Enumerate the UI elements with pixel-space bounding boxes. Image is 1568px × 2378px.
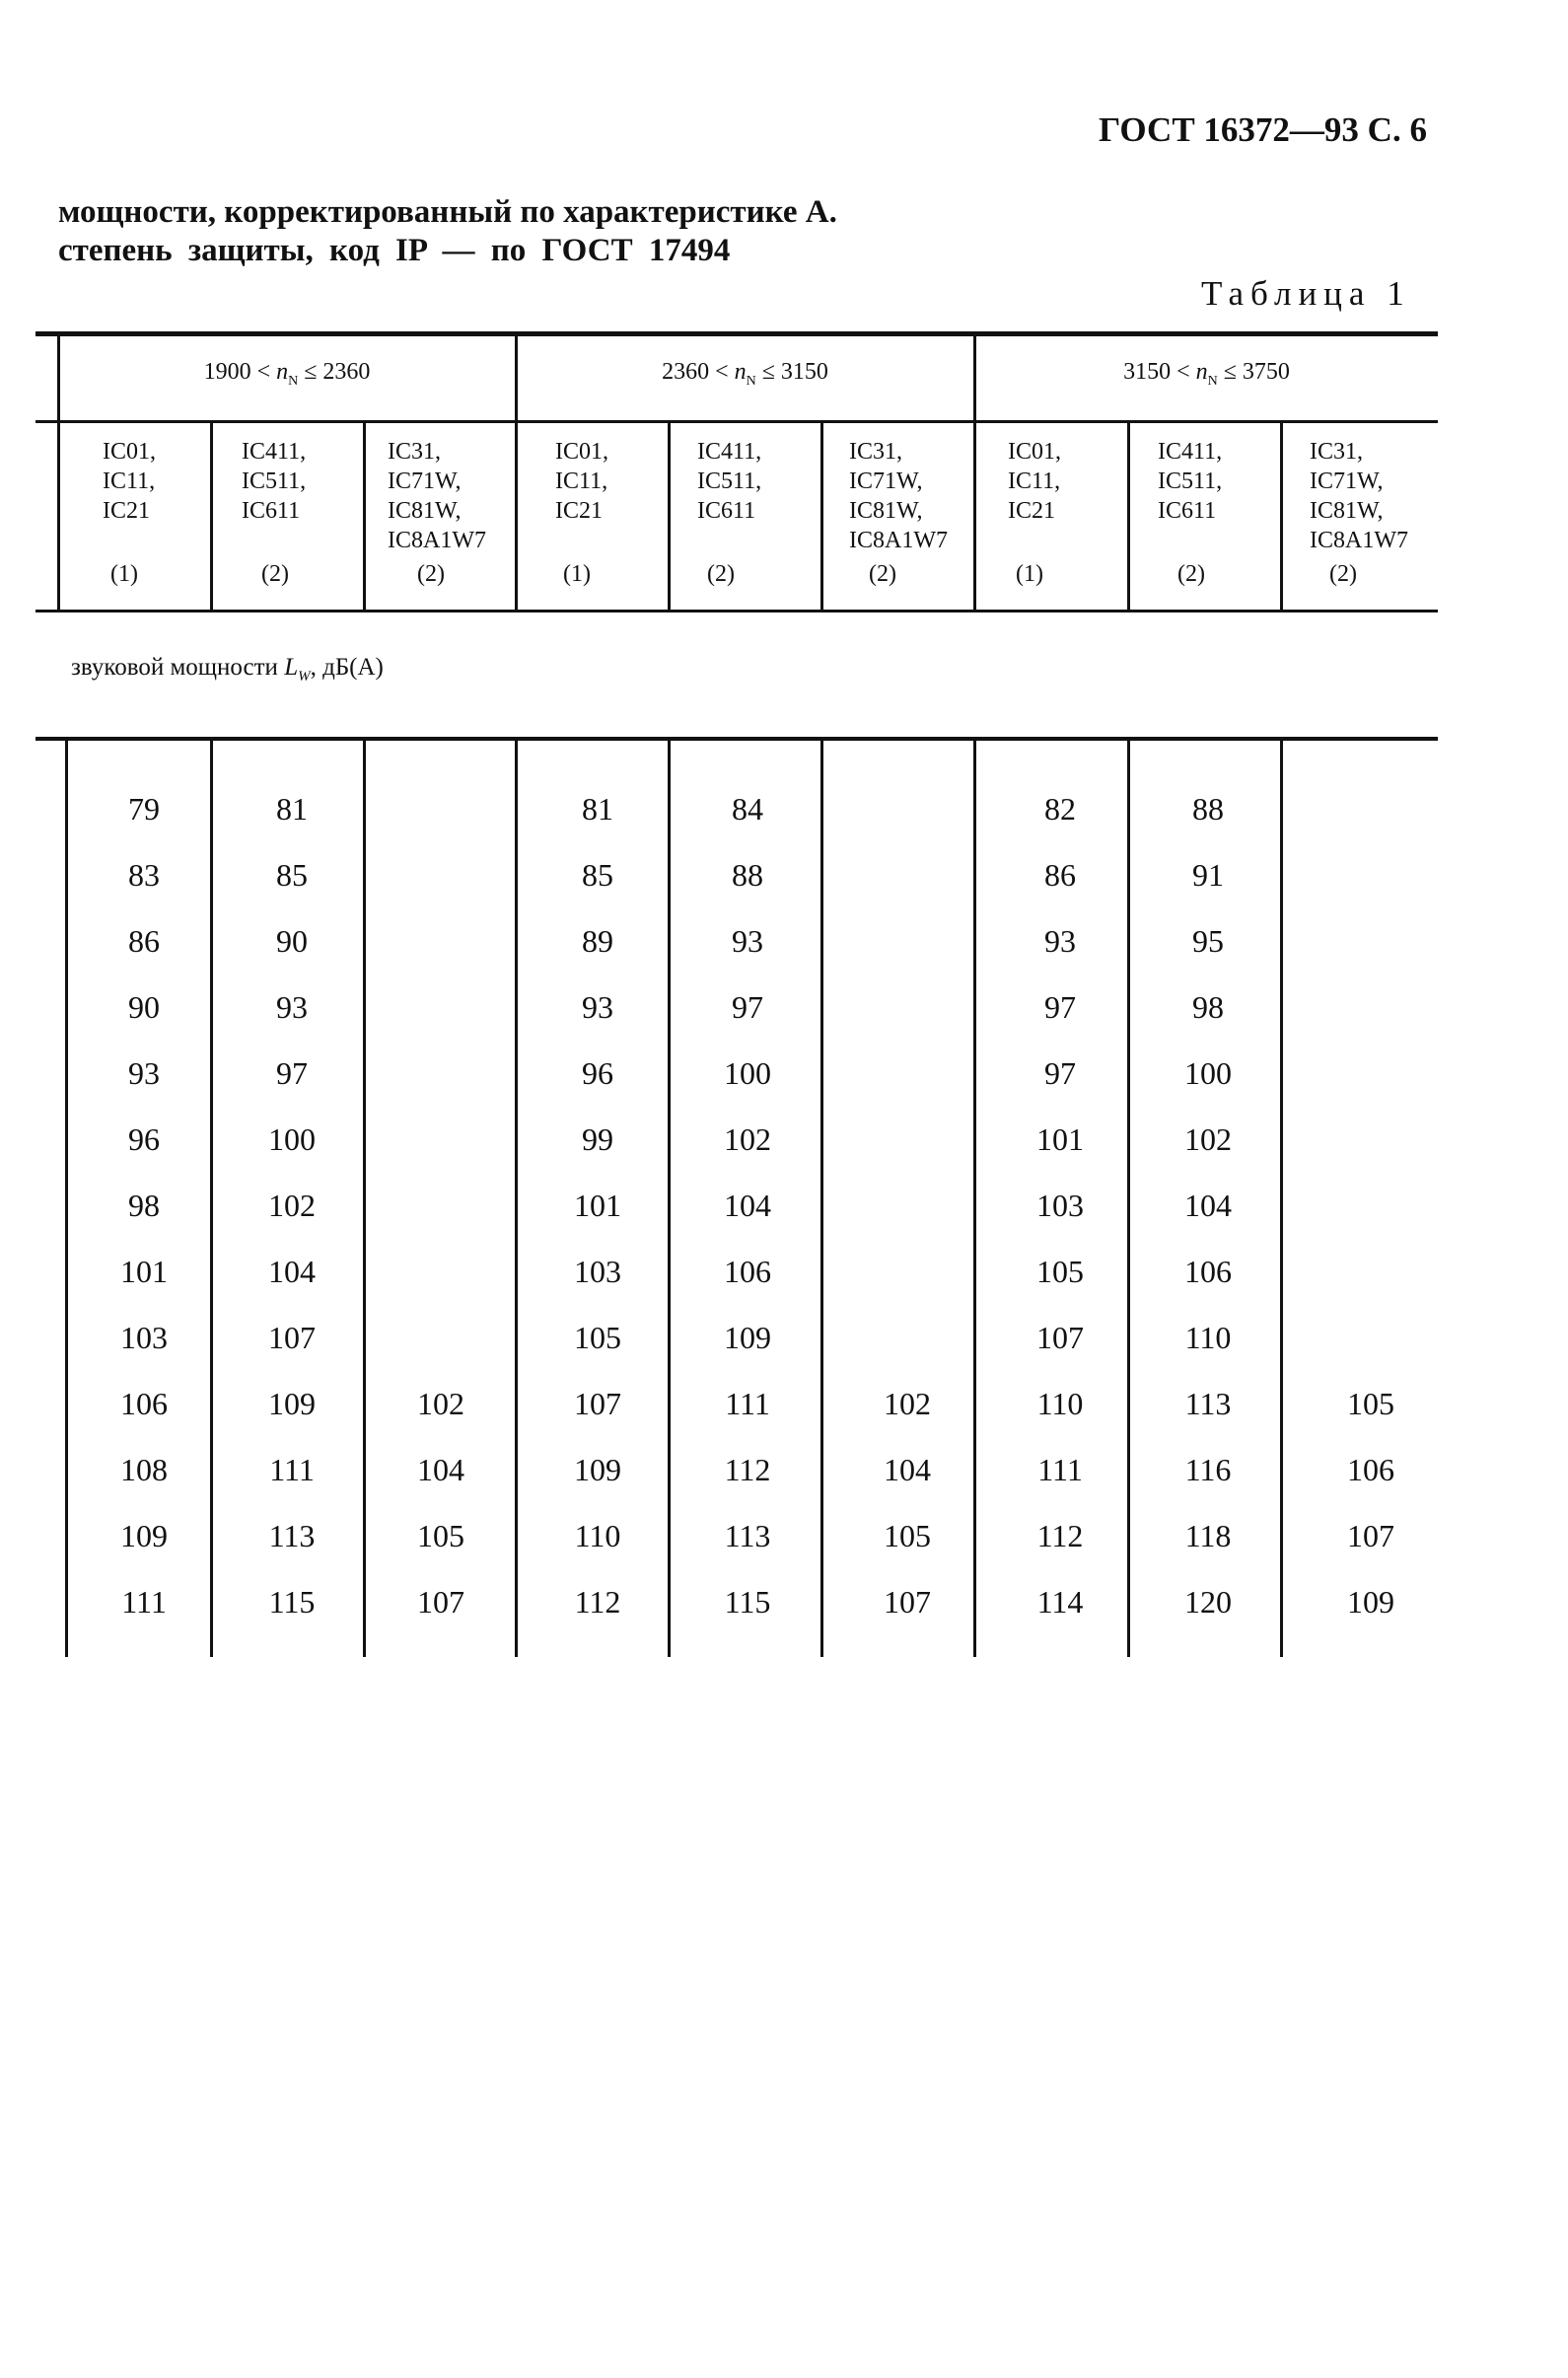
cooling-codes: IC31, IC71W, IC81W, IC8A1W7 bbox=[1310, 439, 1408, 553]
table-cell: 113 bbox=[1184, 1386, 1232, 1421]
header-divider bbox=[820, 422, 823, 612]
table-cell: 100 bbox=[1184, 1055, 1232, 1091]
cooling-method-header bbox=[1008, 437, 1061, 587]
cooling-method-header bbox=[849, 437, 948, 587]
table-cell: 103 bbox=[1036, 1188, 1084, 1223]
table-cell: 105 bbox=[884, 1518, 931, 1553]
table-row bbox=[0, 776, 1568, 842]
table-cell: 109 bbox=[268, 1386, 316, 1421]
table-cell: 91 bbox=[1192, 857, 1224, 893]
intro-line-2: степень защиты, код IP — по ГОСТ 17494 bbox=[58, 233, 731, 268]
table-row bbox=[0, 1503, 1568, 1569]
cooling-method-header bbox=[103, 437, 156, 587]
table-cell: 105 bbox=[1036, 1254, 1084, 1289]
table-cell: 102 bbox=[268, 1188, 316, 1223]
cooling-method-header bbox=[1158, 437, 1223, 587]
cooling-note: (1) bbox=[110, 561, 138, 587]
table-cell: 86 bbox=[1044, 857, 1076, 893]
group-range-left: 1900 < bbox=[203, 359, 277, 385]
cooling-codes: IC411, IC511, IC611 bbox=[1158, 439, 1223, 524]
table-cell: 106 bbox=[724, 1254, 771, 1289]
table-cell: 101 bbox=[120, 1254, 168, 1289]
table-cell: 102 bbox=[884, 1386, 931, 1421]
header-divider bbox=[1127, 422, 1130, 612]
table-cell: 107 bbox=[1347, 1518, 1394, 1553]
table-cell: 93 bbox=[732, 923, 763, 959]
header-divider bbox=[363, 422, 366, 612]
table-cell: 113 bbox=[724, 1518, 771, 1553]
cooling-note: (2) bbox=[1329, 561, 1357, 587]
cooling-method-header bbox=[555, 437, 608, 587]
table-cell: 104 bbox=[417, 1452, 464, 1487]
table-cell: 102 bbox=[1184, 1121, 1232, 1157]
table-cell: 86 bbox=[128, 923, 160, 959]
page-header: ГОСТ 16372—93 С. 6 bbox=[1099, 110, 1427, 149]
cooling-method-header bbox=[388, 437, 486, 587]
table-cell: 120 bbox=[1184, 1584, 1232, 1620]
table-cell: 97 bbox=[276, 1055, 308, 1091]
table-cell: 98 bbox=[128, 1188, 160, 1223]
table-cell: 104 bbox=[884, 1452, 931, 1487]
speed-subscript: N bbox=[746, 373, 756, 389]
cooling-codes: IC01, IC11, IC21 bbox=[1008, 439, 1061, 524]
table-row bbox=[0, 1041, 1568, 1107]
table-cell: 97 bbox=[1044, 989, 1076, 1025]
group-label bbox=[59, 359, 515, 390]
table-cell: 111 bbox=[1037, 1452, 1083, 1487]
table-cell: 93 bbox=[276, 989, 308, 1025]
table-cell: 107 bbox=[1036, 1320, 1084, 1355]
table-cell: 84 bbox=[732, 791, 763, 827]
table-cell: 95 bbox=[1192, 923, 1224, 959]
group-range-right: ≤ 3750 bbox=[1217, 359, 1290, 385]
table-cell: 89 bbox=[582, 923, 613, 959]
table-cell: 107 bbox=[417, 1584, 464, 1620]
table-cell: 111 bbox=[121, 1584, 167, 1620]
table-cell: 97 bbox=[732, 989, 763, 1025]
table-cell: 96 bbox=[128, 1121, 160, 1157]
table-cell: 110 bbox=[1184, 1320, 1232, 1355]
cooling-note: (2) bbox=[707, 561, 735, 587]
table-cell: 109 bbox=[724, 1320, 771, 1355]
table-row bbox=[0, 842, 1568, 908]
table-cell: 112 bbox=[574, 1584, 621, 1620]
table-cell: 115 bbox=[724, 1584, 771, 1620]
table-cell: 93 bbox=[582, 989, 613, 1025]
table-cell: 88 bbox=[732, 857, 763, 893]
table-cell: 118 bbox=[1184, 1518, 1232, 1553]
intro-line-1: мощности, корректированный по характеристике А. bbox=[58, 194, 837, 230]
table-cell: 111 bbox=[725, 1386, 770, 1421]
table-cell: 111 bbox=[269, 1452, 315, 1487]
table-row bbox=[0, 1371, 1568, 1437]
group-label bbox=[517, 359, 973, 390]
group-range-right: ≤ 2360 bbox=[298, 359, 371, 385]
group-range-left: 3150 < bbox=[1123, 359, 1196, 385]
table-cell: 109 bbox=[120, 1518, 168, 1553]
table-cell: 81 bbox=[276, 791, 308, 827]
table-cell: 88 bbox=[1192, 791, 1224, 827]
table-cell: 85 bbox=[276, 857, 308, 893]
table-cell: 115 bbox=[268, 1584, 316, 1620]
table-cell: 104 bbox=[724, 1188, 771, 1223]
table-row bbox=[0, 1569, 1568, 1635]
speed-symbol: n bbox=[734, 359, 747, 385]
cooling-note: (1) bbox=[1016, 561, 1043, 587]
cooling-codes: IC31, IC71W, IC81W, IC8A1W7 bbox=[388, 439, 486, 553]
cooling-codes: IC01, IC11, IC21 bbox=[103, 439, 156, 524]
table-cell: 107 bbox=[574, 1386, 621, 1421]
header-bottom-rule bbox=[36, 610, 1438, 613]
table-cell: 90 bbox=[276, 923, 308, 959]
table-row bbox=[0, 974, 1568, 1041]
cooling-note: (1) bbox=[563, 561, 591, 587]
header-divider bbox=[1280, 422, 1283, 612]
cooling-method-header bbox=[242, 437, 307, 587]
cooling-codes: IC411, IC511, IC611 bbox=[242, 439, 307, 524]
cooling-method-header bbox=[697, 437, 762, 587]
table-cell: 83 bbox=[128, 857, 160, 893]
table-cell: 109 bbox=[1347, 1584, 1394, 1620]
table-cell: 113 bbox=[268, 1518, 316, 1553]
table-cell: 106 bbox=[1347, 1452, 1394, 1487]
table-cell: 103 bbox=[120, 1320, 168, 1355]
table-cell: 110 bbox=[1036, 1386, 1084, 1421]
table-cell: 100 bbox=[268, 1121, 316, 1157]
section-label bbox=[71, 654, 384, 685]
table-cell: 82 bbox=[1044, 791, 1076, 827]
table-cell: 114 bbox=[1036, 1584, 1084, 1620]
speed-symbol: n bbox=[1195, 359, 1208, 385]
table-cell: 97 bbox=[1044, 1055, 1076, 1091]
group-range-right: ≤ 3150 bbox=[755, 359, 828, 385]
table-cell: 116 bbox=[1184, 1452, 1232, 1487]
table-cell: 106 bbox=[1184, 1254, 1232, 1289]
table-cell: 101 bbox=[1036, 1121, 1084, 1157]
table-row bbox=[0, 1173, 1568, 1239]
table-cell: 106 bbox=[120, 1386, 168, 1421]
table-cell: 107 bbox=[884, 1584, 931, 1620]
group-range-left: 2360 < bbox=[662, 359, 735, 385]
cooling-note: (2) bbox=[261, 561, 289, 587]
table-cell: 101 bbox=[574, 1188, 621, 1223]
table-top-rule bbox=[36, 331, 1438, 336]
data-top-rule bbox=[36, 737, 1438, 741]
section-label-text: звуковой мощности bbox=[71, 654, 285, 681]
cooling-codes: IC31, IC71W, IC81W, IC8A1W7 bbox=[849, 439, 948, 553]
table-row bbox=[0, 1437, 1568, 1503]
table-cell: 103 bbox=[574, 1254, 621, 1289]
sound-power-symbol: L bbox=[284, 654, 299, 681]
table-cell: 90 bbox=[128, 989, 160, 1025]
sound-power-subscript: W bbox=[298, 669, 311, 685]
speed-symbol: n bbox=[276, 359, 289, 385]
table-cell: 105 bbox=[417, 1518, 464, 1553]
table-cell: 102 bbox=[724, 1121, 771, 1157]
group-header-rule bbox=[36, 420, 1438, 423]
table-cell: 104 bbox=[1184, 1188, 1232, 1223]
cooling-note: (2) bbox=[869, 561, 896, 587]
table-cell: 99 bbox=[582, 1121, 613, 1157]
table-cell: 107 bbox=[268, 1320, 316, 1355]
table-cell: 105 bbox=[1347, 1386, 1394, 1421]
table-cell: 79 bbox=[128, 791, 160, 827]
cooling-note: (2) bbox=[417, 561, 445, 587]
cooling-method-header bbox=[1310, 437, 1408, 587]
table-cell: 108 bbox=[120, 1452, 168, 1487]
table-row bbox=[0, 1239, 1568, 1305]
table-cell: 100 bbox=[724, 1055, 771, 1091]
header-divider bbox=[668, 422, 671, 612]
table-cell: 98 bbox=[1192, 989, 1224, 1025]
cooling-note: (2) bbox=[1177, 561, 1205, 587]
table-cell: 81 bbox=[582, 791, 613, 827]
table-cell: 102 bbox=[417, 1386, 464, 1421]
table-row bbox=[0, 1107, 1568, 1173]
table-row bbox=[0, 1305, 1568, 1371]
cooling-codes: IC01, IC11, IC21 bbox=[555, 439, 608, 524]
speed-subscript: N bbox=[1207, 373, 1218, 389]
table-cell: 93 bbox=[128, 1055, 160, 1091]
table-cell: 85 bbox=[582, 857, 613, 893]
group-label bbox=[975, 359, 1438, 390]
header-divider bbox=[210, 422, 213, 612]
table-cell: 112 bbox=[724, 1452, 771, 1487]
table-row bbox=[0, 908, 1568, 974]
table-cell: 110 bbox=[574, 1518, 621, 1553]
table-cell: 112 bbox=[1036, 1518, 1084, 1553]
table-cell: 105 bbox=[574, 1320, 621, 1355]
section-label-unit: , дБ(А) bbox=[310, 654, 384, 681]
speed-subscript: N bbox=[288, 373, 299, 389]
cooling-codes: IC411, IC511, IC611 bbox=[697, 439, 762, 524]
table-cell: 104 bbox=[268, 1254, 316, 1289]
table-cell: 109 bbox=[574, 1452, 621, 1487]
table-cell: 96 bbox=[582, 1055, 613, 1091]
table-caption: Таблица 1 bbox=[1201, 274, 1411, 313]
table-cell: 93 bbox=[1044, 923, 1076, 959]
